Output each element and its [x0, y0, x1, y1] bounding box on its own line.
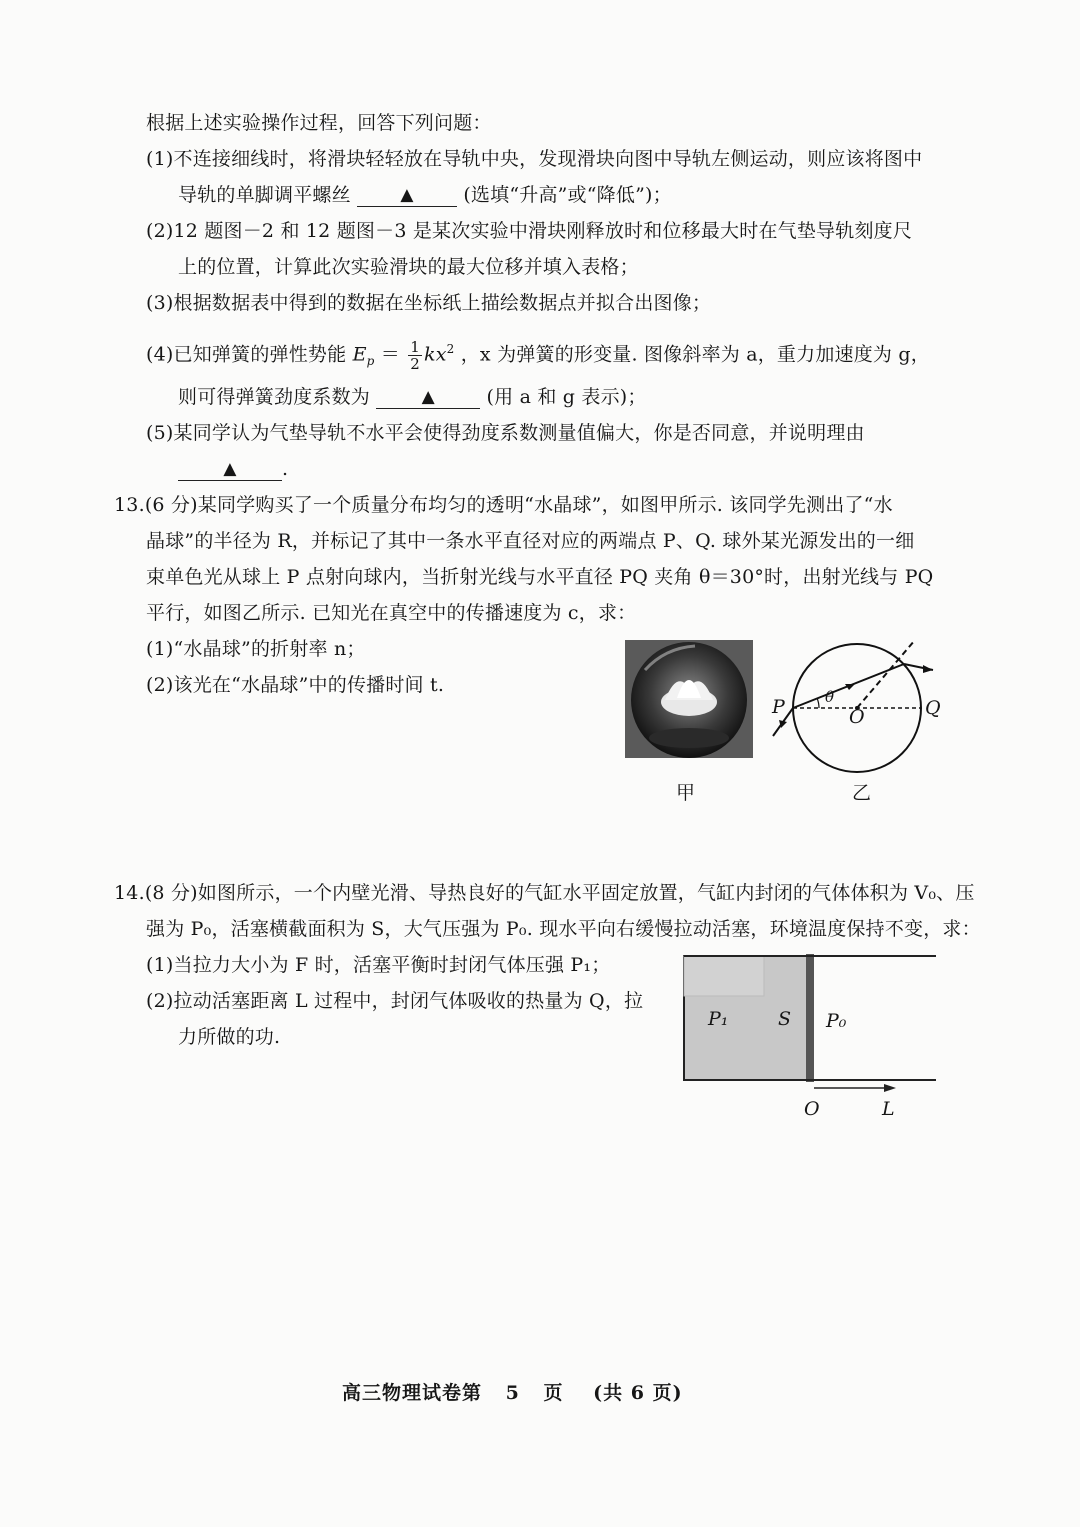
label-distance: L [882, 1098, 895, 1120]
formula-kx: kx [424, 343, 447, 366]
q13-sub2: (2)该光在“水晶球”中的传播时间 t. [146, 674, 445, 696]
q14-sub2-line2: 力所做的功. [178, 1026, 281, 1048]
q13-line4: 平行，如图乙所示. 已知光在真空中的传播速度为 c，求： [146, 602, 637, 624]
q12-part3: (3)根据数据表中得到的数据在坐标纸上描绘数据点并拟合出图像； [146, 292, 712, 314]
blank-mark: ▲ [400, 185, 414, 205]
label-s: S [778, 1008, 792, 1030]
formula-ep: E [352, 343, 367, 366]
q12-part1-hint: (选填“升高”或“降低”)； [463, 184, 672, 206]
q12-part5-line1: (5)某同学认为气垫导轨不水平会使得劲度系数测量值偏大，你是否同意，并说明理由 [146, 422, 865, 444]
q13-sub1: (1)“水晶球”的折射率 n； [146, 638, 366, 660]
crystal-ball-photo [625, 640, 753, 758]
label-p0: P₀ [826, 1010, 847, 1032]
intro-text: 根据上述实验操作过程，回答下列问题： [146, 112, 492, 134]
q12-part2-line2: 上的位置，计算此次实验滑块的最大位移并填入表格； [178, 256, 639, 278]
q12-part1-text: 导轨的单脚调平螺丝 [178, 184, 351, 206]
q13-line1: 13.(6 分)某同学购买了一个质量分布均匀的透明“水晶球”，如图甲所示. 该同学先测出了“水 [114, 494, 893, 516]
footer-prefix: 高三物理试卷第 [342, 1382, 483, 1404]
figure-label-jia: 甲 [676, 782, 696, 804]
page-footer [342, 1378, 683, 1405]
q12-part4-line1 [146, 336, 930, 374]
q12-part5-line2 [178, 456, 288, 482]
answer-blank-2[interactable] [376, 386, 480, 409]
q12-part2-line1: (2)12 题图－2 和 12 题图－3 是某次实验中滑块刚释放时和位移最大时在气垫导轨刻度尺 [146, 220, 913, 242]
fraction-numerator: 1 [410, 337, 420, 356]
fraction-denominator: 2 [410, 354, 420, 373]
q12-part4-line2 [178, 384, 647, 410]
q12-part4-text3: 则可得弹簧劲度系数为 [178, 386, 371, 408]
footer-total: (共 6 页) [593, 1382, 683, 1404]
q12-part1-line1: (1)不连接细线时，将滑块轻轻放在导轨中央，发现滑块向图中导轨左侧运动，则应该将图中 [146, 148, 923, 170]
blank-mark: ▲ [223, 459, 237, 479]
q12-part4-hint: (用 a 和 g 表示)； [486, 386, 647, 408]
label-origin: O [804, 1098, 820, 1120]
q12-part1-line2 [178, 182, 672, 208]
formula-ep-sub: p [366, 354, 375, 369]
q14-line1: 14.(8 分)如图所示，一个内壁光滑、导热良好的气缸水平固定放置，气缸内封闭的气体体积为 V₀、压 [114, 882, 975, 904]
label-theta: θ [825, 688, 835, 706]
answer-blank-1[interactable] [357, 184, 457, 207]
label-p: P [772, 696, 785, 718]
formula-fraction [408, 339, 422, 372]
q12-part5-end: . [282, 458, 289, 480]
q12-part4-text: (4)已知弹簧的弹性势能 [146, 343, 347, 366]
q13-line3: 束单色光从球上 P 点射向球内，当折射光线与水平直径 PQ 夹角 θ＝30°时，出射光线与 PQ [146, 566, 934, 588]
footer-page-number: 5 [505, 1382, 520, 1404]
label-o: O [849, 706, 865, 728]
blank-mark: ▲ [421, 387, 435, 407]
q13-line2: 晶球”的半径为 R，并标记了其中一条水平直径对应的两端点 P、Q. 球外某光源发出的一细 [146, 530, 915, 552]
formula-equals: ＝ [380, 343, 400, 366]
q14-line2: 强为 P₀，活塞横截面积为 S，大气压强为 P₀. 现水平向右缓慢拉动活塞，环境温度保持不变，求： [146, 918, 981, 940]
figure-label-yi: 乙 [852, 782, 872, 804]
q12-part4-text2: ，x 为弹簧的形变量. 图像斜率为 a，重力加速度为 g， [460, 343, 930, 366]
formula-square: 2 [446, 342, 455, 356]
label-p1: P₁ [708, 1008, 729, 1030]
footer-suffix: 页 [543, 1382, 564, 1404]
answer-blank-3[interactable] [178, 458, 282, 481]
q14-sub2-line1: (2)拉动活塞距离 L 过程中，封闭气体吸收的热量为 Q，拉 [146, 990, 644, 1012]
label-q: Q [925, 697, 941, 719]
q14-sub1: (1)当拉力大小为 F 时，活塞平衡时封闭气体压强 P₁； [146, 954, 611, 976]
